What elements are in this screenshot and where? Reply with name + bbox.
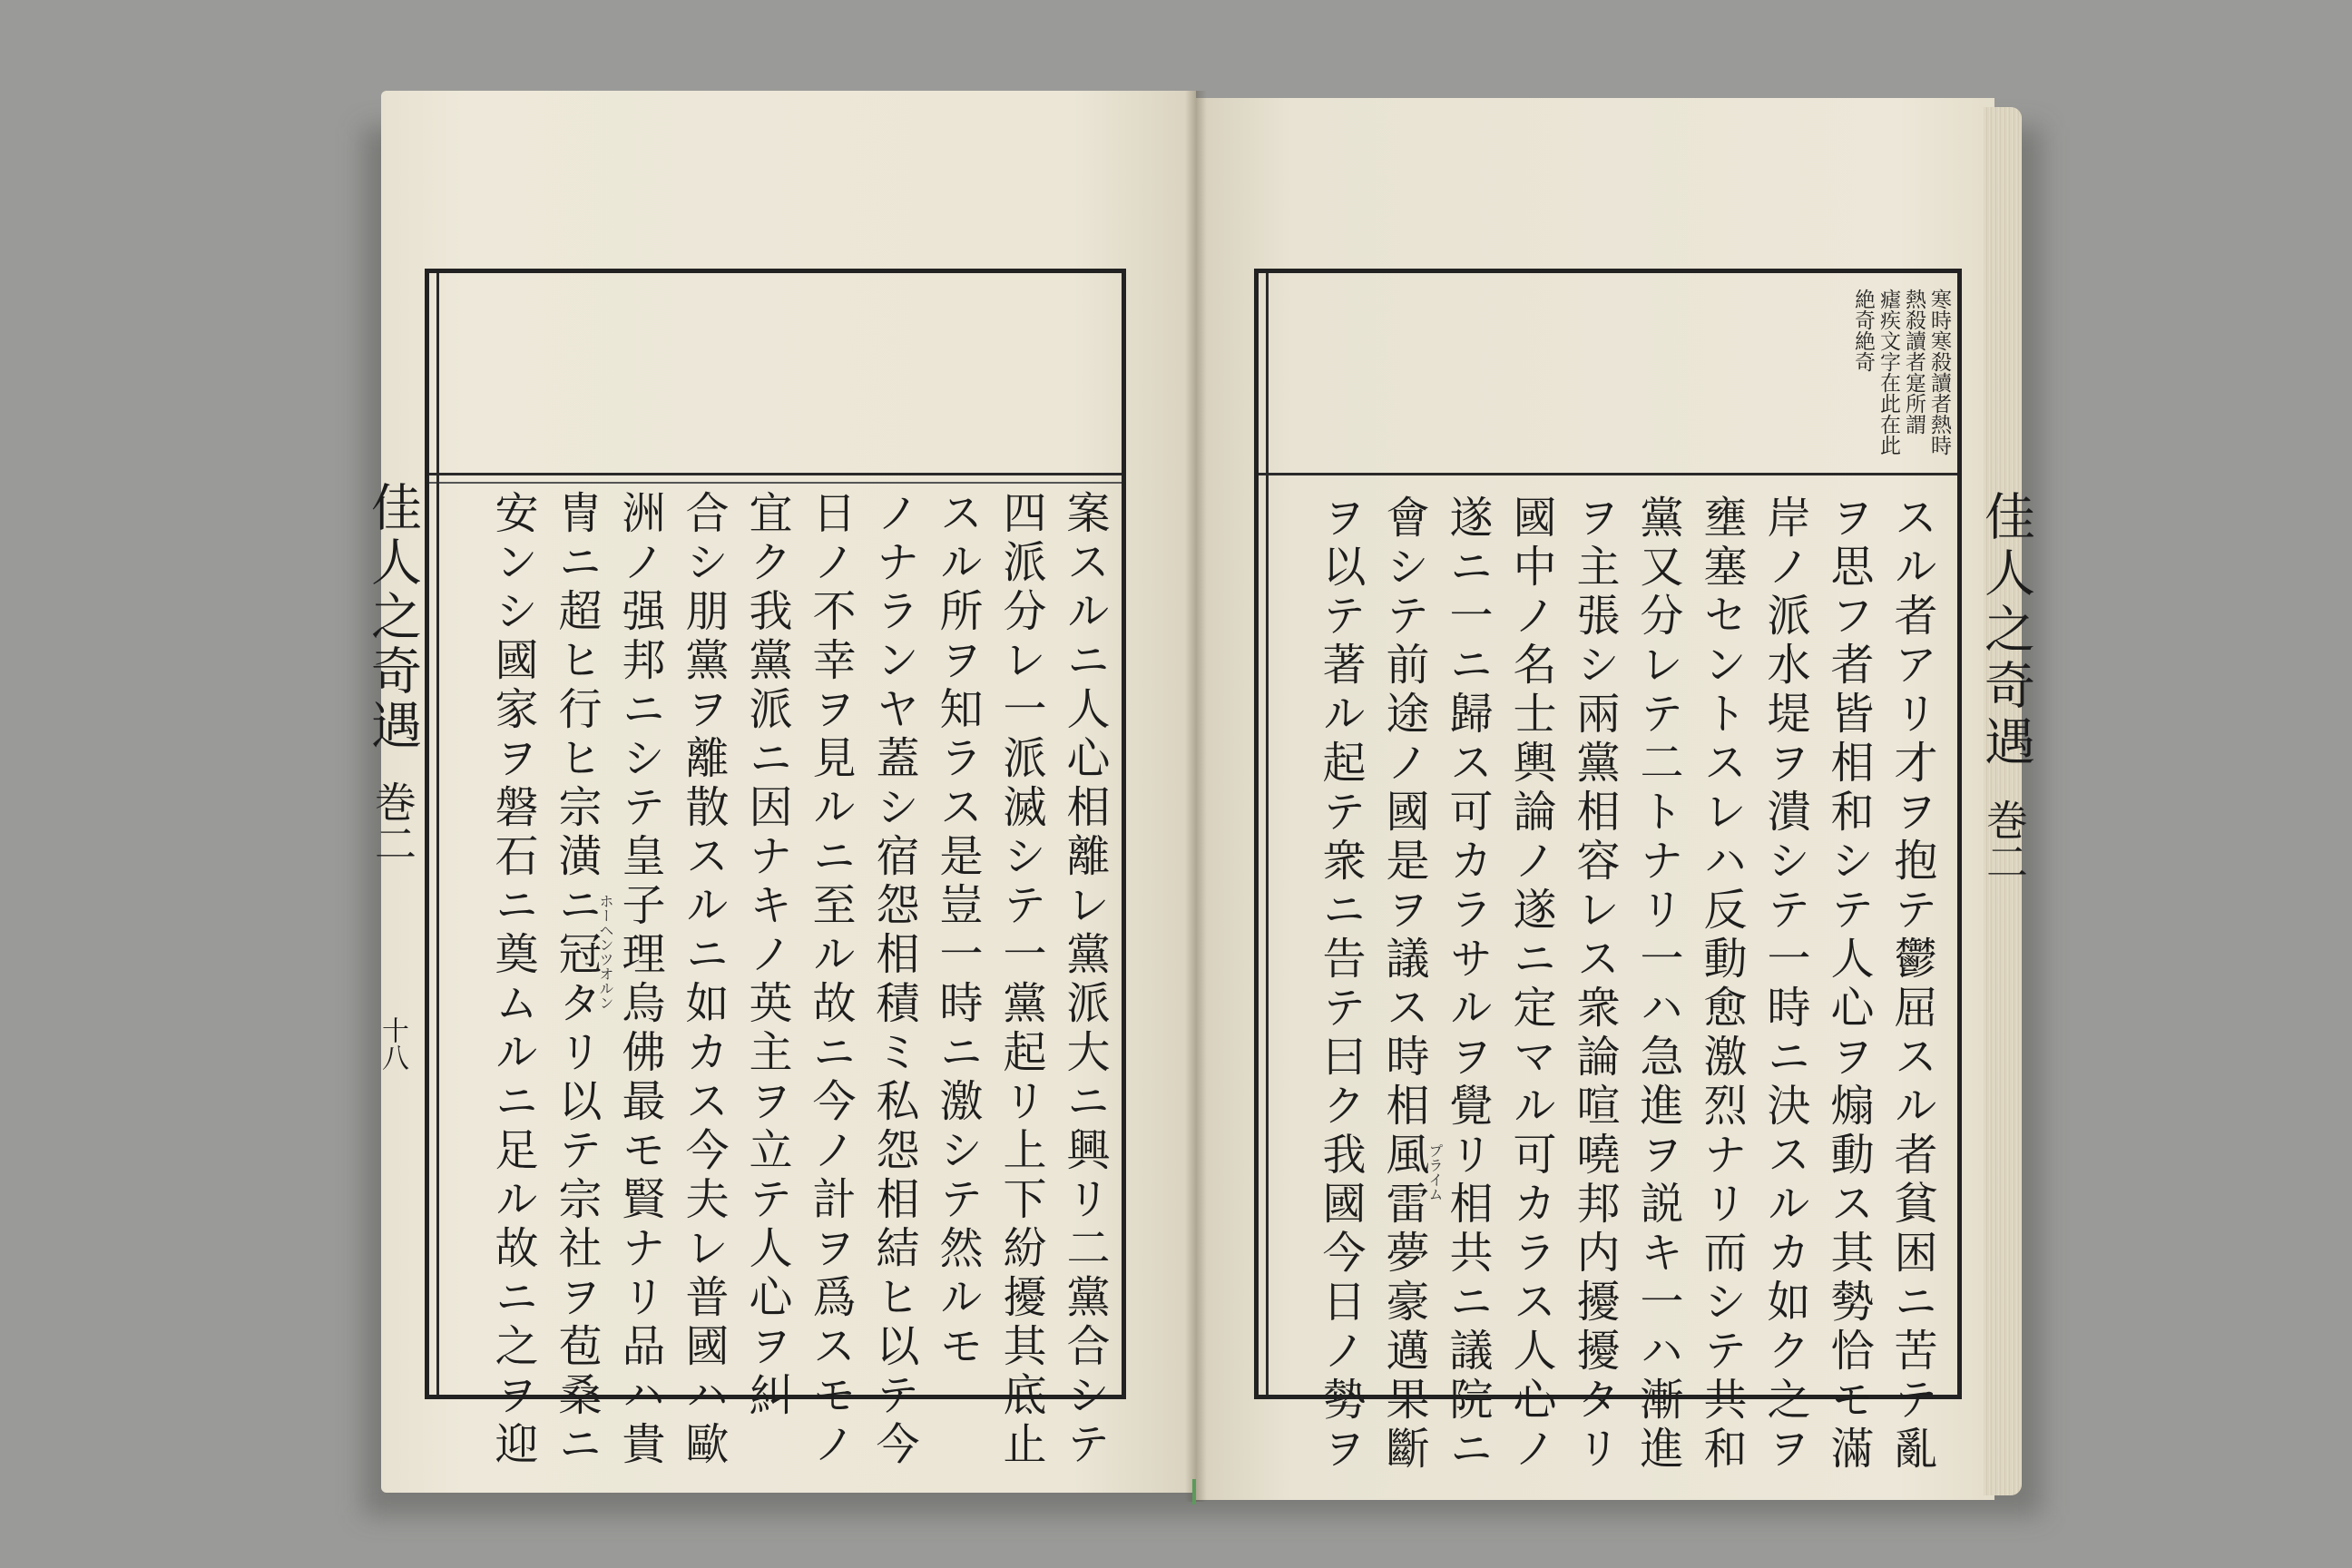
right-column-9: 會シテ前途ノ國是ヲ議ス時相風雷夢豪邁果斷 (1378, 495, 1429, 1475)
left-spine-volume: 巻二 (368, 780, 417, 864)
right-inner-border (1266, 273, 1269, 1395)
left-column-5: 日ノ不幸ヲ見ルニ至ル故ニ今ノ計ヲ爲スモノ (805, 490, 856, 1470)
head-note-3: 瘧疾文字在此在此 (1877, 289, 1900, 456)
bookmark-ribbon (1192, 1479, 1196, 1504)
right-column-7: 國中ノ名士輿論ノ遂ニ定マル可カラス人心ノ (1505, 495, 1556, 1475)
right-column-1: スル者アリ才ヲ抱テ鬱屈スル者貧困ニ苦テ亂 (1886, 495, 1937, 1475)
right-column-3: 岸ノ派水堤ヲ潰シテ一時ニ決スルカ如ク之ヲ (1759, 495, 1810, 1475)
left-column-4: ノナランヤ蓋シ宿怨相積ミ私怨相結ヒ以テ今 (868, 490, 919, 1470)
right-column-2: ヲ思フ者皆相和シテ人心ヲ煽動ス其勢恰モ滿 (1823, 495, 1874, 1475)
right-column-8: 遂ニ一ニ歸ス可カラサルヲ覺リ相共ニ議院ニ (1442, 495, 1493, 1475)
head-note-4: 絶奇絶奇 (1851, 289, 1875, 372)
book-gutter (1185, 91, 1207, 1502)
right-column-5: 黨又分レテ二トナリ一ハ急進ヲ説キ一ハ漸進 (1632, 495, 1683, 1475)
left-column-3: スル所ヲ知ラス是豈一時ニ激シテ然ルモ (932, 490, 983, 1372)
right-ruby: プライム (1426, 1143, 1444, 1201)
left-column-9: 冑ニ超ヒ行ヒ宗潢ニ冠タリ以テ宗社ヲ苞桑ニ (551, 490, 602, 1470)
head-note-2: 熱殺讀者寔所謂 (1902, 289, 1926, 435)
left-column-10: 安ンシ國家ヲ磐石ニ奠ムルニ足ル故ニ之ヲ迎 (487, 490, 538, 1470)
left-ruby: ホーヘンツオルン (597, 894, 614, 1010)
left-inner-border (436, 273, 439, 1395)
left-folio: 十八 (377, 1016, 408, 1071)
right-spine-volume: 巻二 (1980, 799, 2029, 882)
right-column-4: 壅塞セントスレハ反動愈激烈ナリ而シテ共和 (1696, 495, 1747, 1475)
right-spine-title: 佳人之奇遇 (1976, 490, 2035, 771)
left-column-7: 合シ朋黨ヲ離散スルニ如カス今夫レ普國ハ歐 (678, 490, 729, 1470)
right-column-10: ヲ以テ著ル起テ衆ニ告テ曰ク我國今日ノ勢ヲ (1315, 495, 1366, 1475)
left-spine-title: 佳人之奇遇 (363, 481, 422, 753)
left-column-1: 案スルニ人心相離レ黨派大ニ興リ二黨合シテ (1059, 490, 1110, 1470)
left-column-2: 四派分レ一派滅シテ一黨起リ上下紛擾其底止 (995, 490, 1046, 1470)
right-head-rule (1259, 473, 1957, 475)
head-note-1: 寒時寒殺讀者熱時 (1927, 289, 1951, 456)
right-column-6: ヲ主張シ兩黨相容レス衆論喧嘵邦内擾擾タリ (1569, 495, 1620, 1475)
left-column-8: 洲ノ强邦ニシテ皇子理烏佛最モ賢ナリ品ハ貴 (614, 490, 665, 1470)
left-column-6: 宜ク我黨派ニ因ナキノ英主ヲ立テ人心ヲ糾 (741, 490, 792, 1421)
left-head-rule (429, 473, 1122, 475)
left-head-rule-2 (429, 482, 1122, 484)
